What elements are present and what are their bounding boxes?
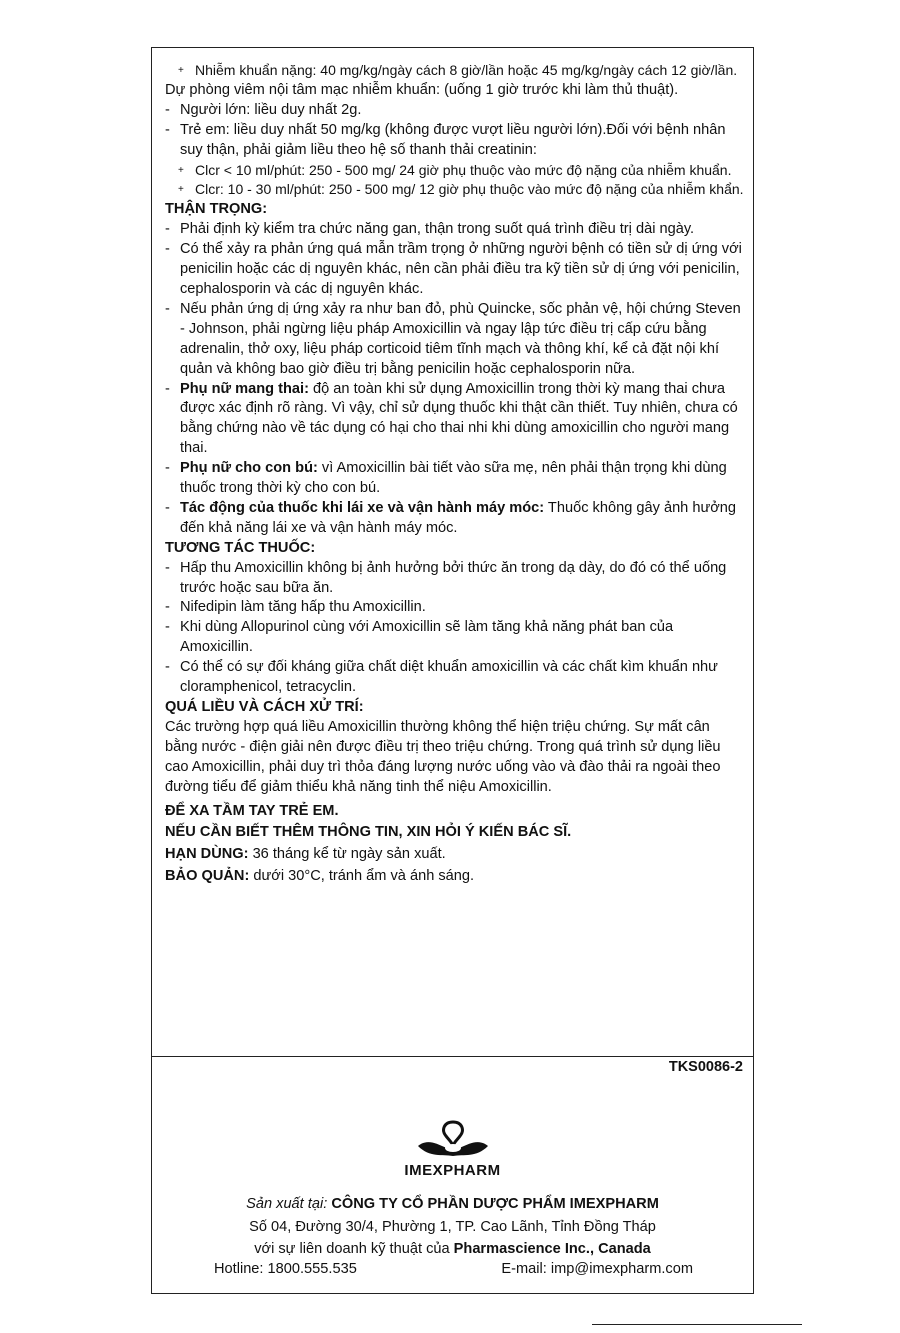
dosage-adult: - Người lớn: liều duy nhất 2g. bbox=[165, 101, 362, 118]
caution-item: - Phải định kỳ kiểm tra chức năng gan, thận trong suốt quá trình điều trị dài ngày. bbox=[165, 221, 695, 238]
interaction-item: - Có thể có sự đối kháng giữa chất diệt khuẩn amoxicillin và các chất kìm khuẩn như cloramphenicol, tetracyclin. bbox=[165, 659, 718, 696]
dosage-clcr-1: + Clcr < 10 ml/phút: 250 - 500 mg/ 24 giờ phụ thuộc vào mức độ nặng của nhiễm khuẩn. bbox=[178, 161, 732, 178]
caution-driving: - Tác động của thuốc khi lái xe và vận hành máy móc: Thuốc không gây ảnh hưởng đến khả năng lái xe và vận hành máy móc. bbox=[165, 499, 737, 536]
email: E-mail: imp@imexpharm.com bbox=[501, 1261, 693, 1277]
interactions-heading: TƯƠNG TÁC THUỐC: bbox=[165, 539, 316, 556]
bottom-edge-line bbox=[592, 1324, 802, 1325]
leaflet-frame bbox=[151, 47, 754, 1294]
interaction-item: - Nifedipin làm tăng hấp thu Amoxicillin. bbox=[165, 599, 426, 616]
brand-name: IMEXPHARM bbox=[404, 1162, 501, 1179]
storage-line: BẢO QUẢN: dưới 30°C, tránh ẩm và ánh sáng. bbox=[165, 868, 475, 885]
interaction-item: - Khi dùng Allopurinol cùng với Amoxicillin sẽ làm tăng khả năng phát ban của Amoxicillin. bbox=[165, 619, 674, 656]
caution-nursing: - Phụ nữ cho con bú: vì Amoxicillin bài tiết vào sữa mẹ, nên phải thận trọng khi dùng thuốc trong thời kỳ cho con bú. bbox=[165, 460, 727, 497]
section-divider bbox=[152, 1056, 753, 1057]
dosage-clcr-2: + Clcr: 10 - 30 ml/phút: 250 - 500 mg/ 12 giờ phụ thuộc vào mức độ nặng của nhiễm khẩn. bbox=[178, 181, 744, 198]
dosage-child: - Trẻ em: liều duy nhất 50 mg/kg (không được vượt liều người lớn).Đối với bệnh nhân suy thận, phải giảm liều theo hệ số thanh thải creatinin: bbox=[165, 121, 726, 158]
caution-heading: THẬN TRỌNG: bbox=[165, 201, 268, 218]
contact-line bbox=[214, 1261, 693, 1277]
manufacturer-info bbox=[152, 1193, 753, 1261]
caution-item: - Có thể xảy ra phản ứng quá mẫn trầm trọng ở những người bệnh có tiền sử dị ứng với penicilin hoặc các dị nguyên khác, nên cần phải điều tra kỹ tiền sử dị ứng với penicilin, cephalosporin và các dị nguyên khác. bbox=[165, 241, 742, 297]
ask-doctor-warning: NẾU CẦN BIẾT THÊM THÔNG TIN, XIN HỎI Ý KIẾN BÁC SĨ. bbox=[165, 824, 572, 841]
manufacturer-address: Số 04, Đường 30/4, Phường 1, TP. Cao Lãnh, Tỉnh Đồng Tháp bbox=[249, 1218, 656, 1235]
leaflet-content bbox=[165, 61, 745, 887]
caution-pregnant: - Phụ nữ mang thai: độ an toàn khi sử dụng Amoxicillin trong thời kỳ mang thai chưa được xác định rõ ràng. Vì vậy, chỉ sử dụng thuốc khi thật cần thiết. Tuy nhiên, chưa có bằng chứng nào về tác dụng có hại cho thai nhi khi dùng amoxicillin cho người mang thai. bbox=[165, 380, 738, 457]
interaction-item: - Hấp thu Amoxicillin không bị ảnh hưởng bởi thức ăn trong dạ dày, do đó có thể uống trước hoặc sau bữa ăn. bbox=[165, 559, 727, 596]
hotline: Hotline: 1800.555.535 bbox=[214, 1261, 357, 1277]
imexpharm-logo-icon bbox=[408, 1118, 498, 1160]
brand-logo bbox=[152, 1118, 753, 1179]
overdose-heading: QUÁ LIỀU VÀ CÁCH XỬ TRÍ: bbox=[165, 699, 364, 715]
dosage-severe: + Nhiễm khuẩn nặng: 40 mg/kg/ngày cách 8 giờ/lần hoặc 45 mg/kg/ngày cách 12 giờ/lần. bbox=[178, 62, 738, 78]
document-code: TKS0086-2 bbox=[668, 1059, 743, 1075]
overdose-text: Các trường hợp quá liều Amoxicillin thường không thể hiện triệu chứng. Sự mất cân bằng nước - điện giải nên được điều trị theo triệu chứng. Trong quá trình sử dụng liều cao Amoxicillin, phải duy trì thỏa đáng lượng nước uống vào và đào thải ra ngoài theo đường tiểu để giảm thiểu khả năng tinh thể niệu Amoxicillin. bbox=[165, 718, 721, 795]
expiry-line: HẠN DÙNG: 36 tháng kể từ ngày sản xuất. bbox=[165, 846, 446, 863]
manufacturer-line: Sản xuất tại: CÔNG TY CỔ PHẦN DƯỢC PHẨM IMEXPHARM bbox=[246, 1196, 659, 1212]
keep-away-warning: ĐỂ XA TẦM TAY TRẺ EM. bbox=[165, 802, 339, 819]
dosage-prophylaxis: Dự phòng viêm nội tâm mạc nhiễm khuẩn: (uống 1 giờ trước khi làm thủ thuật). bbox=[165, 81, 679, 98]
joint-venture-line: với sự liên doanh kỹ thuật của Pharmascience Inc., Canada bbox=[254, 1241, 651, 1257]
caution-item: - Nếu phản ứng dị ứng xảy ra như ban đỏ, phù Quincke, sốc phản vệ, hội chứng Steven - Johnson, phải ngừng liệu pháp Amoxicillin và ngay lập tức điều trị cấp cứu bằng adrenalin, thở oxy, liệu pháp corticoid tiêm tĩnh mạch và thông khí, kể cả đặt nội khí quản và không bao giờ điều trị bằng penicilin hoặc cephalosporin nữa. bbox=[165, 300, 741, 377]
